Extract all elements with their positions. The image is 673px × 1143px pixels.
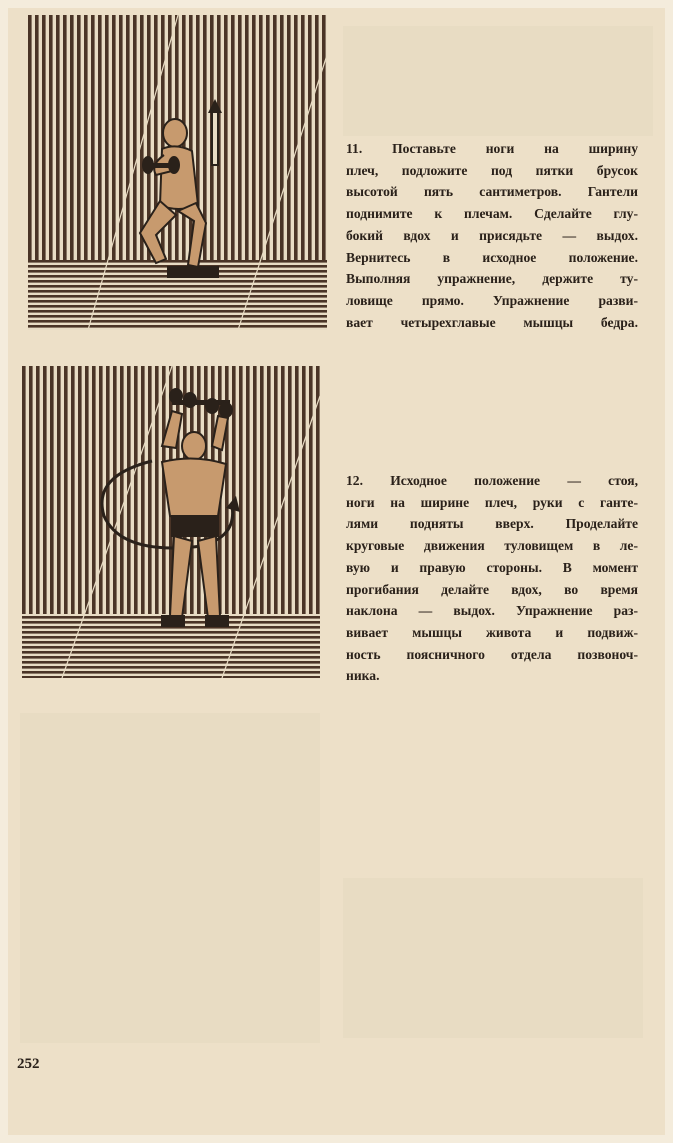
exercise-11-line: ловище прямо. Упражнение разви-	[346, 292, 638, 308]
exercise-11-line: поднимите к плечам. Сделайте глу-	[346, 206, 638, 222]
torso-circle-illustration	[22, 366, 320, 678]
exercise-11-line: вает четырехглавые мышцы бедра.	[346, 314, 638, 330]
bleed-through-top	[343, 26, 653, 136]
exercise-11-line: плеч, подложите под пятки брусок	[346, 162, 638, 178]
exercise-11-line: высотой пять сантиметров. Гантели	[346, 184, 638, 200]
exercise-11-line: Выполняя упражнение, держите ту-	[346, 271, 638, 287]
exercise-12-line: вивает мышцы живота и подвиж-	[346, 624, 638, 640]
exercise-12-line: вую и правую стороны. В момент	[346, 559, 638, 575]
exercise-11-line: 11. Поставьте ноги на ширину	[346, 141, 638, 156]
bleed-through-bottom-left	[20, 713, 320, 1043]
exercise-11-line: Вернитесь в исходное положение.	[346, 249, 638, 265]
exercise-12-line: ность поясничного отдела позвоноч-	[346, 646, 638, 662]
book-page	[8, 8, 665, 1135]
exercise-12-text	[346, 470, 638, 687]
exercise-12-line: 12. Исходное положение — стоя,	[346, 473, 638, 488]
exercise-11-line: бокий вдох и присядьте — выдох.	[346, 227, 638, 243]
exercise-11-text	[346, 138, 638, 333]
exercise-12-line: ника.	[346, 668, 380, 684]
exercise-12-line: лями подняты вверх. Проделайте	[346, 516, 638, 532]
bleed-through-bottom-right	[343, 878, 643, 1038]
exercise-12-line: прогибания делайте вдох, во время	[346, 581, 638, 597]
exercise-12-line: наклона — выдох. Упражнение раз-	[346, 603, 638, 619]
exercise-12-line: круговые движения туловищем в ле-	[346, 538, 638, 554]
squat-illustration	[28, 15, 327, 330]
exercise-12-line: ноги на ширине плеч, руки с ганте-	[346, 494, 638, 510]
page-number: 252	[17, 1056, 40, 1072]
